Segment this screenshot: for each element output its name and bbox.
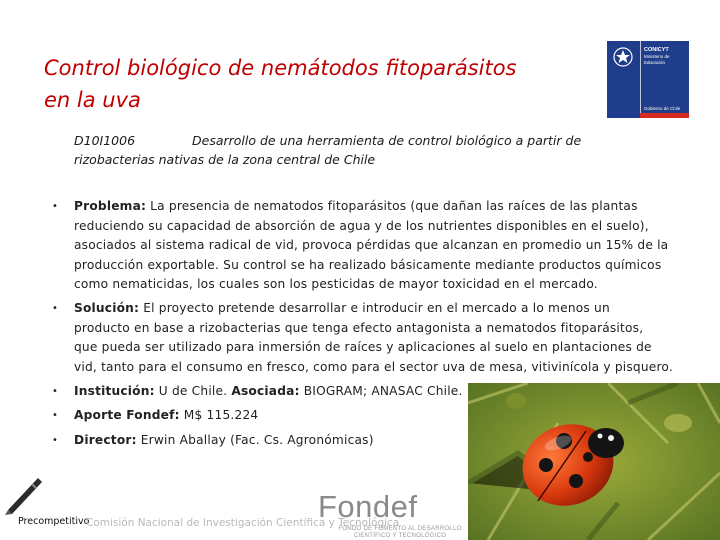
problema-line-4: producción exportable. Su control se ha realizado básicamente mediante productos químicos — [74, 257, 662, 272]
bullet-icon: • — [52, 201, 58, 212]
solucion-text — [74, 299, 686, 377]
comision-label: Comisión Nacional de Investigación Científica y Tecnológica — [86, 517, 400, 529]
project-title-line-1: Desarrollo de una herramienta de control biológico a partir de — [192, 133, 582, 148]
logo-org-line-3: Educación — [644, 60, 666, 65]
problema-line-5: como nematicidas, los cuales son los pesticidas de mayor toxicidad en el mercado. — [74, 277, 598, 291]
project-heading — [74, 131, 634, 169]
institucion-label: Institución: — [74, 384, 155, 398]
logo-org-line-1: CONICYT — [644, 47, 669, 53]
aporte-label: Aporte Fondef: — [74, 408, 180, 422]
logo-org-line-2: Ministerio de — [644, 54, 670, 59]
bullet-icon: • — [52, 410, 58, 421]
precompetitivo-label: Precompetitivo — [18, 516, 90, 527]
project-code: D10I1006 — [74, 133, 136, 148]
pen-icon — [2, 470, 48, 516]
problema-text — [74, 197, 686, 295]
asociada-value: BIOGRAM; ANASAC Chile. — [299, 384, 463, 398]
title-line-2: en la uva — [44, 88, 141, 112]
director-label: Director: — [74, 433, 137, 447]
fondef-sub-line-1: FONDO DE FOMENTO AL DESARROLLO — [338, 526, 462, 532]
solucion-line-3: que pueda ser utilizado para inmersión de raíces y aplicaciones al suelo en plantaciones de — [74, 340, 652, 354]
solucion-line-2: producto en base a rizobacterias que tenga efecto antagonista a nematodos fitoparásitos, — [74, 320, 644, 335]
conicyt-logo — [607, 41, 689, 118]
fondef-logo — [318, 489, 478, 540]
bullet-icon: • — [52, 435, 58, 446]
bullet-icon: • — [52, 303, 58, 314]
solucion-line-1: El proyecto pretende desarrollar e introducir en el mercado a lo menos un — [139, 301, 610, 315]
aporte-value: M$ 115.224 — [179, 408, 259, 422]
problema-label: Problema: — [74, 199, 147, 213]
solucion-label: Solución: — [74, 301, 140, 315]
fondef-wordmark: Fondef — [318, 489, 418, 524]
asociada-label: Asociada: — [231, 384, 300, 398]
problema-line-2: reduciendo su capacidad de absorción de agua y de los nutrientes disponibles en el suelo), — [74, 218, 649, 233]
logo-footer: Gobierno de Chile — [644, 106, 681, 111]
slide-title — [44, 52, 604, 116]
fondef-sub-line-2: CIENTÍFICO Y TECNOLÓGICO — [353, 533, 447, 539]
director-value: Erwin Aballay (Fac. Cs. Agronómicas) — [136, 433, 374, 447]
solucion-line-4: vid, tanto para el consumo en fresco, como para el sector uva de mesa, vitivinícola y pisquero. — [74, 359, 673, 374]
bullet-icon: • — [52, 386, 58, 397]
problema-line-1: La presencia de nematodos fitoparásitos (que dañan las raíces de las plantas — [146, 199, 638, 213]
project-title-line-2: rizobacterias nativas de la zona central de Chile — [74, 152, 376, 167]
ladybug-photo — [468, 383, 720, 540]
problema-line-3: asociados al sistema radical de vid, provoca pérdidas que alcanzan en promedio un 15% de la — [74, 238, 669, 252]
title-line-1: Control biológico de nemátodos fitoparásitos — [44, 56, 517, 80]
institucion-value: U de Chile. — [154, 384, 232, 398]
